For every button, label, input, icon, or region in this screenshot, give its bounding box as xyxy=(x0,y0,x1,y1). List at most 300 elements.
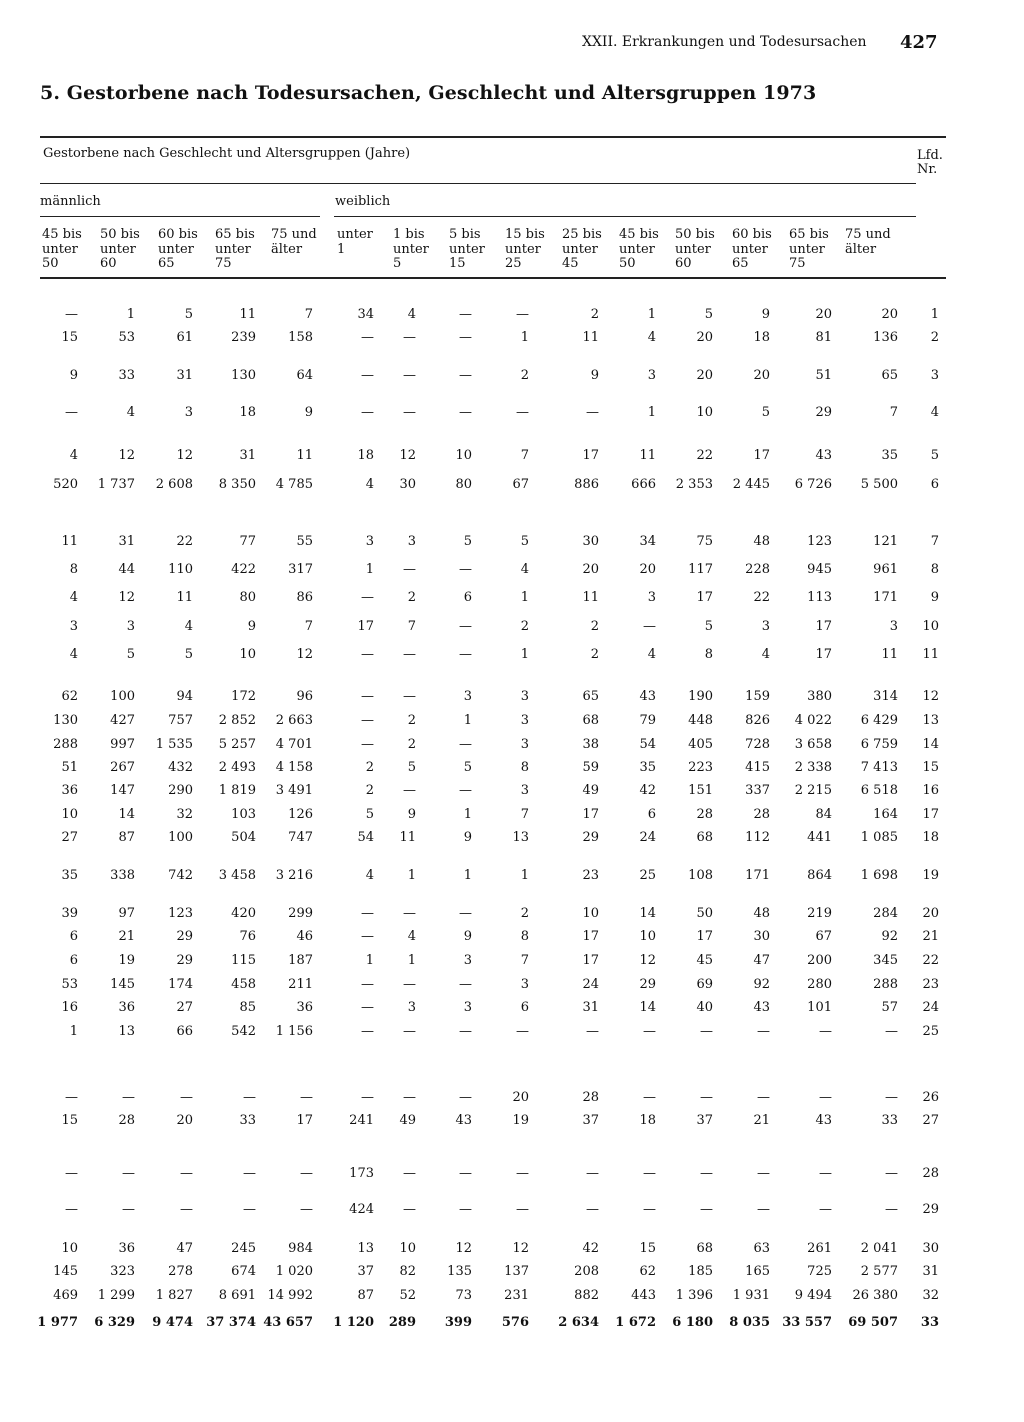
table-cell: 47 xyxy=(753,953,770,968)
row-number: 31 xyxy=(922,1264,939,1279)
table-cell: 20 xyxy=(639,562,656,577)
table-cell: 1 xyxy=(463,713,472,728)
table-cell: 427 xyxy=(110,713,135,728)
table-cell: 14 xyxy=(118,807,135,822)
table-cell: 12 xyxy=(512,1241,529,1256)
table-cell: 4 xyxy=(647,330,656,345)
table-cell: 54 xyxy=(639,737,656,752)
table-cell: 85 xyxy=(239,1000,256,1015)
table-cell: 3 216 xyxy=(275,868,313,883)
table-cell: — xyxy=(459,562,472,577)
top-rule xyxy=(40,136,946,138)
table-cell: 100 xyxy=(110,689,135,704)
table-cell: 27 xyxy=(176,1000,193,1015)
table-cell: 8 035 xyxy=(729,1315,770,1330)
table-cell: 12 xyxy=(176,448,193,463)
table-cell: 2 xyxy=(520,619,529,634)
table-cell: — xyxy=(459,1202,472,1217)
table-cell: 2 608 xyxy=(155,477,193,492)
table-cell: 11 xyxy=(61,534,78,549)
table-cell: 12 xyxy=(118,590,135,605)
table-cell: — xyxy=(643,1166,656,1181)
table-cell: 424 xyxy=(349,1202,374,1217)
table-cell: 245 xyxy=(231,1241,256,1256)
table-cell: 5 xyxy=(704,619,713,634)
table-cell: — xyxy=(403,330,416,345)
table-cell: 10 xyxy=(455,448,472,463)
table-cell: — xyxy=(65,405,78,420)
table-cell: 69 507 xyxy=(848,1315,898,1330)
table-cell: 6 726 xyxy=(794,477,832,492)
table-cell: 289 xyxy=(388,1315,416,1330)
table-cell: 76 xyxy=(239,929,256,944)
table-cell: 9 xyxy=(590,368,599,383)
row-number: 26 xyxy=(922,1090,939,1105)
table-cell: 190 xyxy=(688,689,713,704)
table-cell: 5 257 xyxy=(218,737,256,752)
table-cell: — xyxy=(65,1202,78,1217)
table-cell: 17 xyxy=(582,953,599,968)
table-cell: 43 xyxy=(753,1000,770,1015)
table-cell: 54 xyxy=(357,830,374,845)
table-cell: 4 701 xyxy=(275,737,313,752)
table-cell: — xyxy=(459,368,472,383)
table-cell: 147 xyxy=(110,783,135,798)
table-cell: 37 xyxy=(582,1113,599,1128)
table-cell: — xyxy=(586,1024,599,1039)
table-cell: 1 xyxy=(647,405,656,420)
table-cell: 2 xyxy=(365,783,374,798)
table-cell: 9 xyxy=(304,405,313,420)
column-header: 75 und älter xyxy=(271,227,317,257)
row-number: 16 xyxy=(922,783,939,798)
table-cell: — xyxy=(819,1202,832,1217)
table-cell: 42 xyxy=(639,783,656,798)
table-cell: — xyxy=(459,906,472,921)
table-cell: 2 xyxy=(590,307,599,322)
table-cell: 21 xyxy=(753,1113,770,1128)
table-cell: — xyxy=(459,330,472,345)
row-number: 19 xyxy=(922,868,939,883)
table-cell: — xyxy=(403,689,416,704)
table-cell: 164 xyxy=(873,807,898,822)
row-number: 21 xyxy=(922,929,939,944)
table-cell: 24 xyxy=(582,977,599,992)
table-cell: 2 xyxy=(407,713,416,728)
running-head: XXII. Erkrankungen und Todesursachen xyxy=(582,34,867,50)
table-cell: 35 xyxy=(639,760,656,775)
table-cell: 11 xyxy=(881,647,898,662)
row-number: 22 xyxy=(922,953,939,968)
table-cell: — xyxy=(885,1024,898,1039)
table-cell: — xyxy=(361,977,374,992)
table-cell: 11 xyxy=(399,830,416,845)
table-cell: — xyxy=(643,1202,656,1217)
table-cell: — xyxy=(459,647,472,662)
table-cell: 18 xyxy=(753,330,770,345)
table-cell: 27 xyxy=(61,830,78,845)
table-cell: 68 xyxy=(696,1241,713,1256)
table-cell: 5 500 xyxy=(860,477,898,492)
table-cell: 136 xyxy=(873,330,898,345)
table-cell: 7 xyxy=(889,405,898,420)
table-cell: 5 xyxy=(126,647,135,662)
table-cell: 10 xyxy=(61,807,78,822)
table-cell: 9 xyxy=(247,619,256,634)
table-cell: 3 xyxy=(365,534,374,549)
table-cell: 12 xyxy=(296,647,313,662)
table-cell: 2 xyxy=(407,590,416,605)
table-cell: 115 xyxy=(231,953,256,968)
table-cell: 15 xyxy=(61,1113,78,1128)
table-cell: 1 085 xyxy=(860,830,898,845)
table-cell: — xyxy=(459,737,472,752)
table-cell: 469 xyxy=(53,1288,78,1303)
table-cell: 121 xyxy=(873,534,898,549)
table-cell: — xyxy=(757,1090,770,1105)
row-number: 5 xyxy=(930,448,939,463)
row-number: 30 xyxy=(922,1241,939,1256)
table-cell: 2 215 xyxy=(794,783,832,798)
table-cell: 39 xyxy=(61,906,78,921)
table-cell: 3 xyxy=(520,737,529,752)
table-cell: 6 180 xyxy=(672,1315,713,1330)
table-cell: 9 474 xyxy=(152,1315,193,1330)
table-cell: — xyxy=(65,307,78,322)
table-cell: 10 xyxy=(239,647,256,662)
table-cell: 3 xyxy=(463,953,472,968)
table-cell: — xyxy=(403,562,416,577)
table-cell: 17 xyxy=(582,448,599,463)
table-cell: 290 xyxy=(168,783,193,798)
row-number: 17 xyxy=(922,807,939,822)
table-cell: 101 xyxy=(807,1000,832,1015)
table-cell: 33 557 xyxy=(782,1315,832,1330)
table-cell: 1 931 xyxy=(732,1288,770,1303)
table-cell: — xyxy=(403,368,416,383)
table-cell: 77 xyxy=(239,534,256,549)
table-cell: 9 494 xyxy=(794,1288,832,1303)
table-cell: 1 xyxy=(520,590,529,605)
table-cell: 231 xyxy=(504,1288,529,1303)
column-header: 5 bis unter 15 xyxy=(449,227,485,271)
table-cell: 5 xyxy=(761,405,770,420)
table-cell: 542 xyxy=(231,1024,256,1039)
table-cell: 12 xyxy=(399,448,416,463)
table-cell: 12 xyxy=(455,1241,472,1256)
table-cell: 15 xyxy=(61,330,78,345)
table-cell: 747 xyxy=(288,830,313,845)
table-cell: 219 xyxy=(807,906,832,921)
table-cell: 6 xyxy=(69,953,78,968)
table-cell: — xyxy=(122,1202,135,1217)
table-cell: 5 xyxy=(407,760,416,775)
table-cell: 725 xyxy=(807,1264,832,1279)
table-cell: — xyxy=(516,1024,529,1039)
table-cell: 17 xyxy=(582,929,599,944)
table-cell: 33 xyxy=(881,1113,898,1128)
table-cell: 6 518 xyxy=(860,783,898,798)
table-cell: 31 xyxy=(582,1000,599,1015)
table-cell: 1 156 xyxy=(275,1024,313,1039)
table-cell: 223 xyxy=(688,760,713,775)
table-cell: — xyxy=(700,1166,713,1181)
table-cell: 92 xyxy=(881,929,898,944)
table-cell: 5 xyxy=(463,760,472,775)
table-cell: 5 xyxy=(704,307,713,322)
table-cell: 18 xyxy=(357,448,374,463)
row-number: 12 xyxy=(922,689,939,704)
table-cell: 187 xyxy=(288,953,313,968)
table-cell: — xyxy=(403,1166,416,1181)
table-cell: 13 xyxy=(118,1024,135,1039)
table-cell: — xyxy=(361,647,374,662)
table-cell: — xyxy=(361,405,374,420)
table-cell: 1 xyxy=(520,647,529,662)
table-cell: 37 xyxy=(357,1264,374,1279)
table-cell: 7 xyxy=(304,619,313,634)
row-number: 11 xyxy=(922,647,939,662)
table-cell: 73 xyxy=(455,1288,472,1303)
table-cell: 80 xyxy=(239,590,256,605)
table-cell: 159 xyxy=(745,689,770,704)
table-cell: 3 xyxy=(520,689,529,704)
table-cell: 8 350 xyxy=(218,477,256,492)
table-cell: 5 xyxy=(184,307,193,322)
table-cell: 8 xyxy=(520,929,529,944)
table-cell: 3 xyxy=(69,619,78,634)
table-cell: 338 xyxy=(110,868,135,883)
table-cell: 864 xyxy=(807,868,832,883)
row-number: 8 xyxy=(930,562,939,577)
table-cell: 1 xyxy=(407,868,416,883)
table-cell: 66 xyxy=(176,1024,193,1039)
table-cell: 24 xyxy=(639,830,656,845)
table-cell: — xyxy=(300,1090,313,1105)
table-cell: 7 xyxy=(407,619,416,634)
table-cell: 432 xyxy=(168,760,193,775)
table-cell: — xyxy=(403,783,416,798)
table-cell: 742 xyxy=(168,868,193,883)
table-cell: — xyxy=(586,1166,599,1181)
table-cell: 43 657 xyxy=(263,1315,313,1330)
table-cell: 3 xyxy=(184,405,193,420)
table-cell: 17 xyxy=(753,448,770,463)
table-cell: 32 xyxy=(176,807,193,822)
table-cell: 28 xyxy=(582,1090,599,1105)
table-cell: 84 xyxy=(815,807,832,822)
table-cell: — xyxy=(586,405,599,420)
table-cell: 103 xyxy=(231,807,256,822)
table-cell: 42 xyxy=(582,1241,599,1256)
table-cell: 9 xyxy=(463,830,472,845)
table-cell: 2 577 xyxy=(860,1264,898,1279)
table-cell: 11 xyxy=(639,448,656,463)
table-cell: — xyxy=(459,977,472,992)
table-cell: 345 xyxy=(873,953,898,968)
table-cell: 200 xyxy=(807,953,832,968)
table-cell: 241 xyxy=(349,1113,374,1128)
row-number: 25 xyxy=(922,1024,939,1039)
table-cell: 52 xyxy=(399,1288,416,1303)
table-cell: 1 120 xyxy=(333,1315,374,1330)
table-cell: 26 380 xyxy=(852,1288,898,1303)
table-cell: 2 xyxy=(407,737,416,752)
table-cell: 9 xyxy=(463,929,472,944)
table-cell: 288 xyxy=(53,737,78,752)
table-cell: 211 xyxy=(288,977,313,992)
table-cell: 57 xyxy=(881,1000,898,1015)
table-cell: — xyxy=(643,619,656,634)
table-cell: 208 xyxy=(574,1264,599,1279)
table-cell: 173 xyxy=(349,1166,374,1181)
table-cell: — xyxy=(122,1166,135,1181)
table-cell: 9 xyxy=(761,307,770,322)
table-cell: 8 xyxy=(69,562,78,577)
table-cell: 5 xyxy=(463,534,472,549)
table-cell: 1 xyxy=(520,868,529,883)
table-cell: 323 xyxy=(110,1264,135,1279)
table-cell: — xyxy=(243,1090,256,1105)
table-cell: — xyxy=(180,1166,193,1181)
row-number: 18 xyxy=(922,830,939,845)
column-header: 75 und älter xyxy=(845,227,891,257)
table-cell: 82 xyxy=(399,1264,416,1279)
table-cell: 87 xyxy=(118,830,135,845)
table-cell: 1 698 xyxy=(860,868,898,883)
table-cell: 380 xyxy=(807,689,832,704)
table-cell: 2 xyxy=(520,368,529,383)
table-cell: 31 xyxy=(239,448,256,463)
table-cell: 17 xyxy=(296,1113,313,1128)
table-cell: 92 xyxy=(753,977,770,992)
table-cell: 7 413 xyxy=(860,760,898,775)
table-cell: — xyxy=(300,1166,313,1181)
column-header: 50 bis unter 60 xyxy=(100,227,140,271)
group-rule-female xyxy=(334,216,916,217)
table-cell: 1 xyxy=(463,807,472,822)
table-cell: 4 022 xyxy=(794,713,832,728)
table-cell: 12 xyxy=(639,953,656,968)
table-cell: 1 xyxy=(126,307,135,322)
table-cell: — xyxy=(361,1000,374,1015)
table-cell: 261 xyxy=(807,1241,832,1256)
table-cell: 10 xyxy=(582,906,599,921)
table-cell: 1 xyxy=(407,953,416,968)
table-cell: 826 xyxy=(745,713,770,728)
table-cell: 17 xyxy=(815,647,832,662)
table-cell: 1 737 xyxy=(97,477,135,492)
table-cell: 882 xyxy=(574,1288,599,1303)
table-cell: 2 445 xyxy=(732,477,770,492)
table-cell: 2 338 xyxy=(794,760,832,775)
table-cell: 9 xyxy=(407,807,416,822)
table-cell: 4 xyxy=(761,647,770,662)
column-header: 45 bis unter 50 xyxy=(42,227,82,271)
table-cell: 4 xyxy=(69,448,78,463)
table-cell: 6 xyxy=(69,929,78,944)
table-cell: 20 xyxy=(176,1113,193,1128)
table-cell: 6 xyxy=(463,590,472,605)
table-cell: 64 xyxy=(296,368,313,383)
table-cell: — xyxy=(403,405,416,420)
column-header: unter 1 xyxy=(337,227,373,257)
table-cell: 18 xyxy=(639,1113,656,1128)
table-cell: 75 xyxy=(696,534,713,549)
table-cell: 6 429 xyxy=(860,713,898,728)
table-cell: 30 xyxy=(399,477,416,492)
table-cell: 29 xyxy=(639,977,656,992)
table-cell: — xyxy=(700,1024,713,1039)
column-header: 1 bis unter 5 xyxy=(393,227,429,271)
table-cell: 59 xyxy=(582,760,599,775)
table-cell: 20 xyxy=(696,330,713,345)
table-cell: 20 xyxy=(815,307,832,322)
column-header: 50 bis unter 60 xyxy=(675,227,715,271)
table-cell: 174 xyxy=(168,977,193,992)
table-cell: 6 xyxy=(520,1000,529,1015)
table-cell: 145 xyxy=(110,977,135,992)
table-cell: 135 xyxy=(447,1264,472,1279)
table-cell: 10 xyxy=(399,1241,416,1256)
table-cell: 29 xyxy=(176,929,193,944)
table-cell: — xyxy=(819,1024,832,1039)
table-cell: — xyxy=(757,1202,770,1217)
table-cell: 47 xyxy=(176,1241,193,1256)
table-cell: 443 xyxy=(631,1288,656,1303)
row-number: 28 xyxy=(922,1166,939,1181)
table-cell: — xyxy=(65,1166,78,1181)
table-cell: 317 xyxy=(288,562,313,577)
table-cell: 30 xyxy=(753,929,770,944)
table-cell: 94 xyxy=(176,689,193,704)
table-cell: 10 xyxy=(61,1241,78,1256)
table-cell: 17 xyxy=(815,619,832,634)
table-cell: 399 xyxy=(444,1315,472,1330)
table-cell: — xyxy=(180,1090,193,1105)
table-cell: 51 xyxy=(815,368,832,383)
table-cell: — xyxy=(885,1090,898,1105)
table-cell: 43 xyxy=(815,1113,832,1128)
table-cell: 100 xyxy=(168,830,193,845)
table-cell: 62 xyxy=(639,1264,656,1279)
table-cell: 1 672 xyxy=(615,1315,656,1330)
table-cell: 674 xyxy=(231,1264,256,1279)
table-cell: 2 663 xyxy=(275,713,313,728)
table-cell: 96 xyxy=(296,689,313,704)
table-cell: 5 xyxy=(365,807,374,822)
table-cell: 1 299 xyxy=(97,1288,135,1303)
table-cell: 9 xyxy=(69,368,78,383)
table-cell: 4 xyxy=(365,477,374,492)
table-cell: 45 xyxy=(696,953,713,968)
table-cell: 3 xyxy=(761,619,770,634)
row-number: 24 xyxy=(922,1000,939,1015)
table-cell: 172 xyxy=(231,689,256,704)
table-cell: — xyxy=(403,906,416,921)
table-cell: 228 xyxy=(745,562,770,577)
spanner-rule xyxy=(40,183,916,184)
table-cell: 2 493 xyxy=(218,760,256,775)
table-cell: 8 xyxy=(520,760,529,775)
table-cell: — xyxy=(403,647,416,662)
table-cell: — xyxy=(361,929,374,944)
table-cell: 145 xyxy=(53,1264,78,1279)
table-cell: 14 xyxy=(639,1000,656,1015)
table-cell: 19 xyxy=(118,953,135,968)
table-cell: 50 xyxy=(696,906,713,921)
table-cell: — xyxy=(757,1024,770,1039)
